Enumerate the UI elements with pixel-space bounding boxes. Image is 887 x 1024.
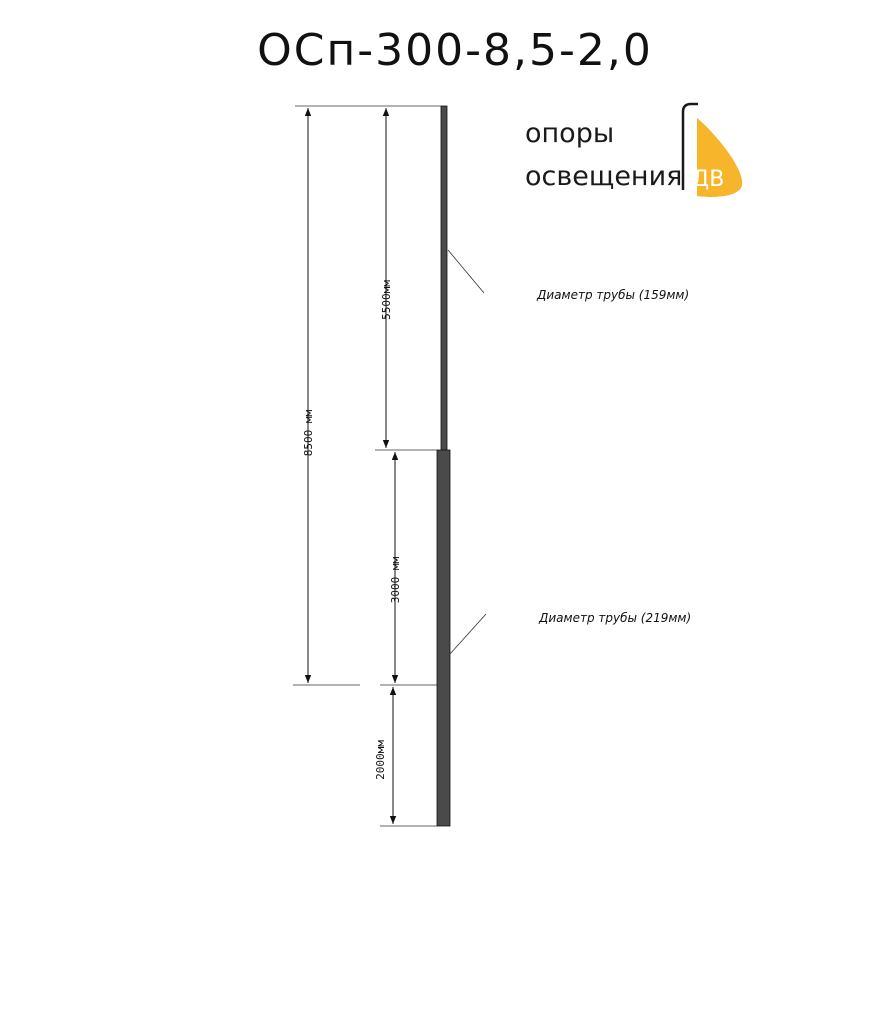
pole-upper-section: [441, 106, 447, 450]
page-title: ОСп-300-8,5-2,0: [257, 25, 653, 76]
dim-label-middle: 3000 мм: [389, 556, 402, 604]
logo-text-line2: освещения: [525, 161, 683, 192]
logo-text-line1: опоры: [525, 118, 615, 149]
dim-label-total: 8500 мм: [302, 409, 315, 457]
logo-badge-text: ДВ: [692, 167, 725, 192]
pole-lower-section: [437, 450, 450, 826]
dim-label-upper: 5500мм: [380, 280, 393, 320]
leader-lower-pipe: [450, 614, 486, 654]
company-logo: [525, 104, 742, 197]
dim-label-underground: 2000мм: [374, 740, 387, 780]
leader-upper-pipe: [448, 250, 484, 293]
callout-lower-pipe: Диаметр трубы (219мм): [539, 611, 692, 625]
callout-upper-pipe: Диаметр трубы (159мм): [537, 288, 690, 302]
